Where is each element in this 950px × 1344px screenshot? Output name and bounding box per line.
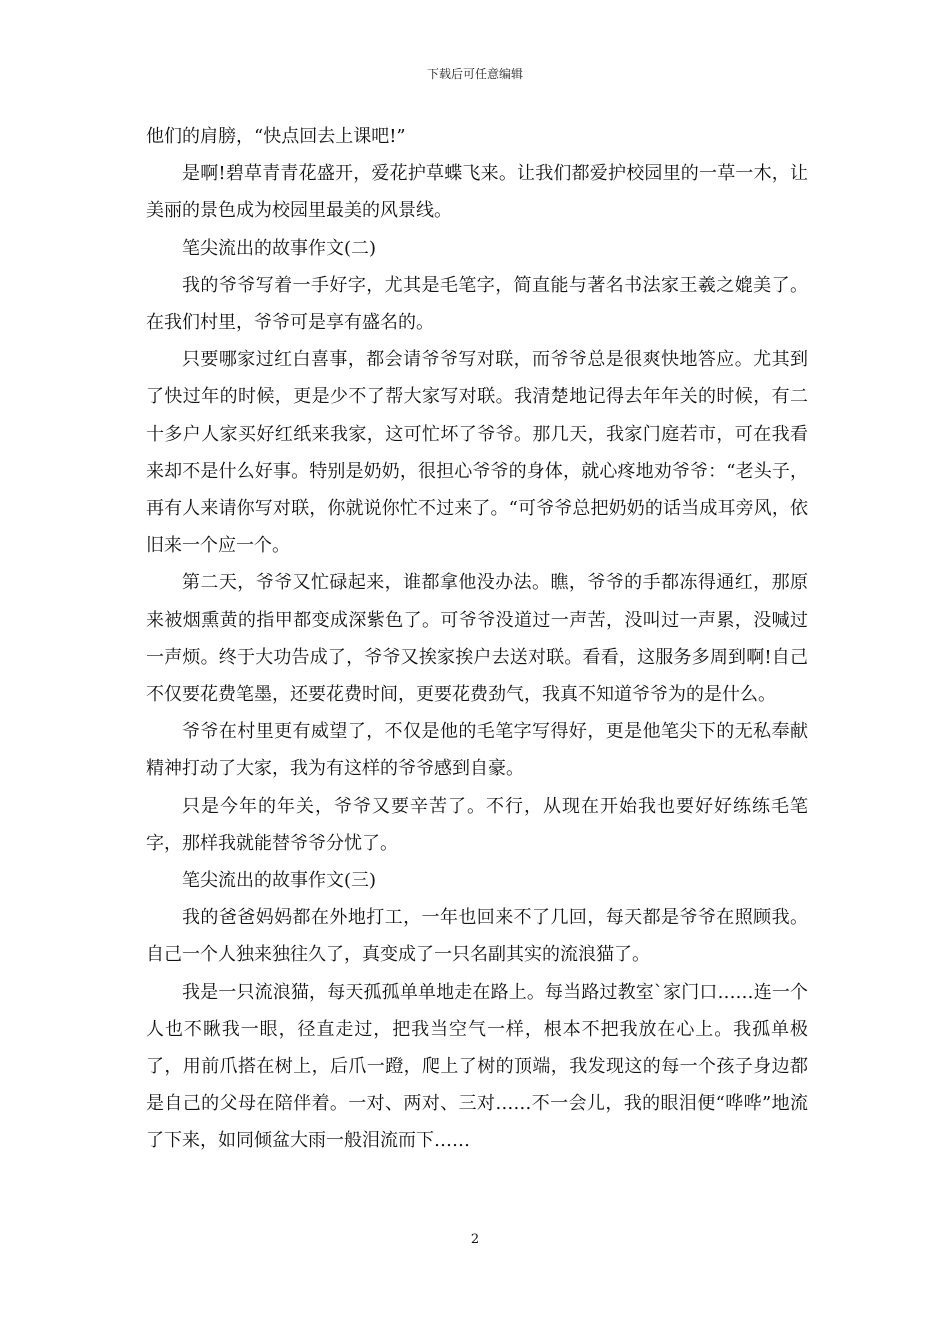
section-heading-two: 笔尖流出的故事作文(二) [182, 237, 377, 259]
paragraph: 只是今年的年关，爷爷又要辛苦了。不行，从现在开始我也要好好练练毛笔字，那样我就能替爷爷分忧了。 [146, 795, 808, 854]
paragraph: 我是一只流浪猫，每天孤孤单单地走在路上。每当路过教室`家门口……连一个人也不瞅我一眼，径直走过，把我当空气一样，根本不把我放在心上。我孤单极了，用前爪搭在树上，后爪一蹬，爬上了树的顶端，我发现这的每一个孩子身边都是自己的父母在陪伴着。一对、两对、三对……不一会儿，我的眼泪便“哗哗”地流了下来，如同倾盆大雨一般泪流而下…… [146, 981, 808, 1152]
paragraph: 爷爷在村里更有威望了，不仅是他的毛笔字写得好，更是他笔尖下的无私奉献精神打动了大家，我为有这样的爷爷感到自豪。 [146, 721, 808, 780]
section-heading-three: 笔尖流出的故事作文(三) [182, 870, 377, 892]
page-number: 2 [470, 1232, 480, 1247]
paragraph: 是啊!碧草青青花盛开，爱花护草蝶飞来。让我们都爱护校园里的一草一木，让美丽的景色成为校园里最美的风景线。 [146, 163, 808, 222]
paragraph-continuation: 他们的肩膀，“快点回去上课吧!” [146, 126, 406, 147]
paragraph: 第二天，爷爷又忙碌起来，谁都拿他没办法。瞧，爷爷的手都冻得通红，那原来被烟熏黄的指甲都变成深紫色了。可爷爷没道过一声苦，没叫过一声累，没喊过一声烦。终于大功告成了，爷爷又挨家挨户去送对联。看看，这服务多周到啊!自己不仅要花费笔墨，还要花费时间，更要花费劲气，我真不知道爷爷为的是什么。 [146, 572, 808, 706]
page-header: 下载后可任意编辑 [426, 67, 523, 81]
document-body [146, 118, 808, 1160]
paragraph: 只要哪家过红白喜事，都会请爷爷写对联，而爷爷总是很爽快地答应。尤其到了快过年的时候，更是少不了帮大家写对联。我清楚地记得去年年关的时候，有二十多户人家买好红纸来我家，这可忙坏了爷爷。那几天，我家门庭若市，可在我看来却不是什么好事。特别是奶奶，很担心爷爷的身体，就心疼地劝爷爷：“老头子，再有人来请你写对联，你就说你忙不过来了。“可爷爷总把奶奶的话当成耳旁风，依旧来一个应一个。 [146, 349, 808, 557]
paragraph: 我的爷爷写着一手好字，尤其是毛笔字，简直能与著名书法家王羲之媲美了。在我们村里，爷爷可是享有盛名的。 [146, 274, 808, 334]
paragraph: 我的爸爸妈妈都在外地打工，一年也回来不了几回，每天都是爷爷在照顾我。自己一个人独来独往久了，真变成了一只名副其实的流浪猫了。 [146, 907, 808, 966]
